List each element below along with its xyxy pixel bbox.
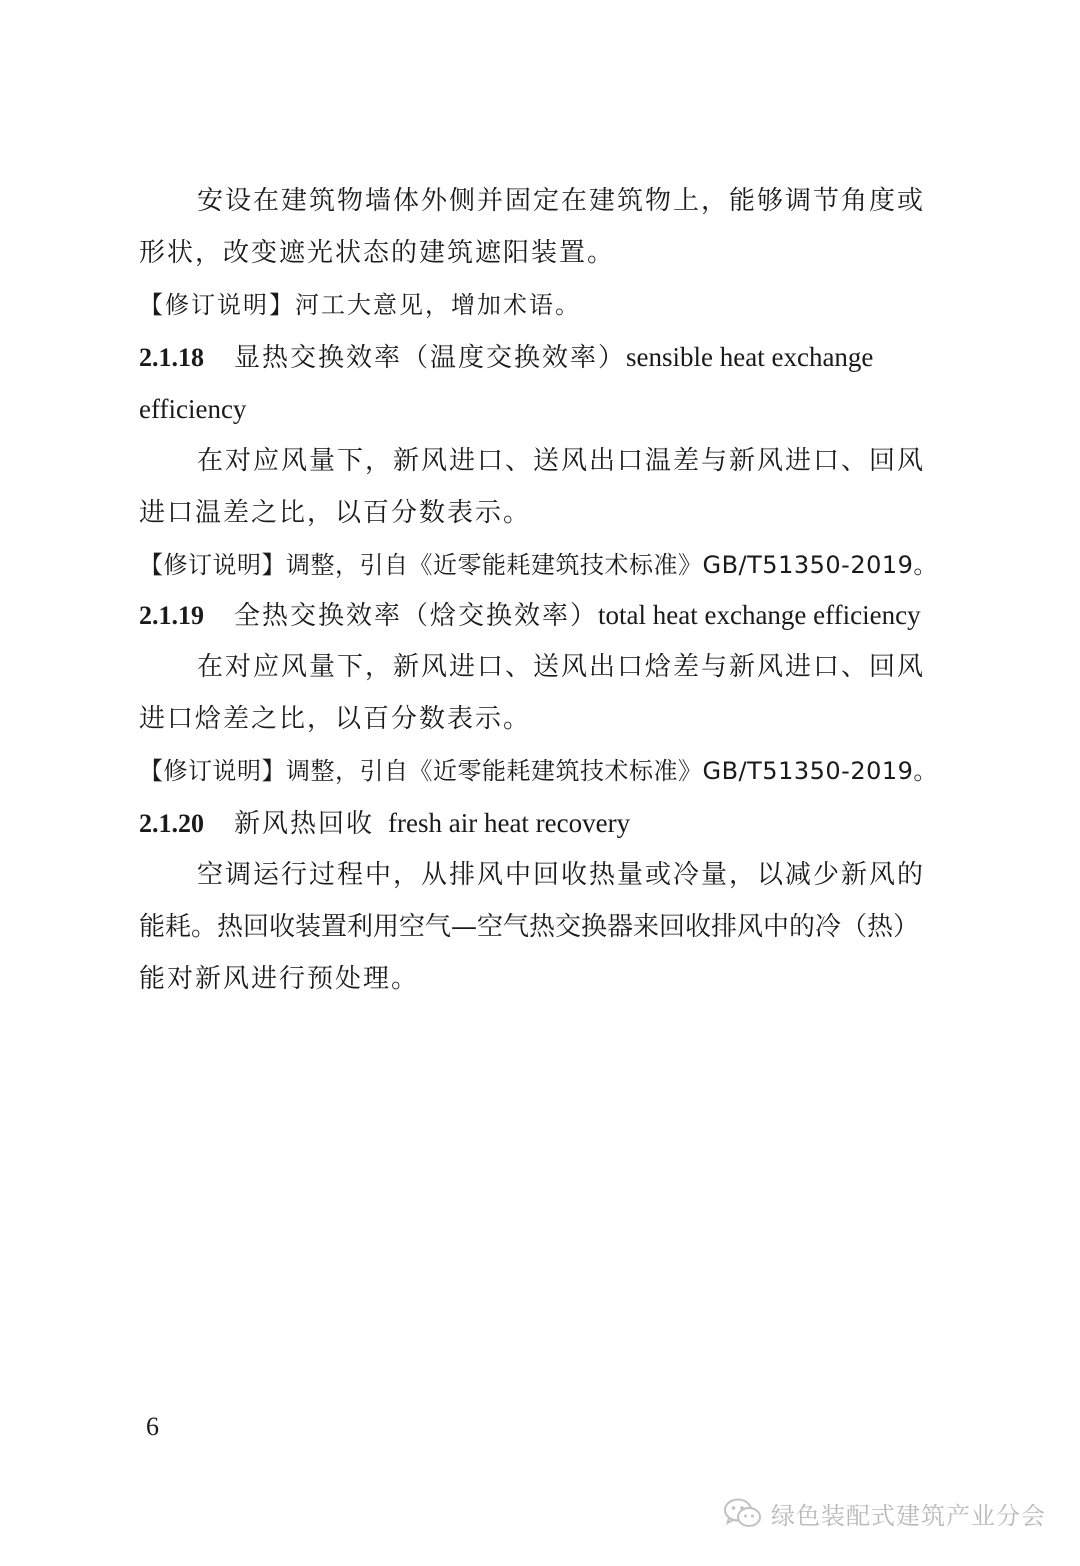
watermark <box>723 1496 1046 1531</box>
term-number: 2.1.20 <box>139 809 204 838</box>
definition-2-1-18-line-1: 在对应风量下，新风进口、送风出口温差与新风进口、回风 <box>197 446 926 476</box>
term-chinese-name: 新风热回收 <box>234 809 375 839</box>
revision-note-2-1-18: 【修订说明】调整，引自《近零能耗建筑技术标准》GB/T51350-2019。 <box>139 551 938 579</box>
wechat-icon <box>723 1497 763 1531</box>
definition-2-1-19-line-1: 在对应风量下，新风进口、送风出口焓差与新风进口、回风 <box>197 652 926 682</box>
term-chinese-name: 全热交换效率（焓交换效率） <box>234 601 599 631</box>
intro-paragraph-line-2: 形状，改变遮光状态的建筑遮阳装置。 <box>139 238 616 268</box>
term-number: 2.1.19 <box>139 601 204 630</box>
revision-note-1: 【修订说明】河工大意见，增加术语。 <box>139 291 581 319</box>
page-number: 6 <box>146 1412 159 1441</box>
definition-2-1-19-line-2: 进口焓差之比，以百分数表示。 <box>139 704 532 734</box>
intro-paragraph-line-1: 安设在建筑物墙体外侧并固定在建筑物上，能够调节角度或 <box>197 186 926 216</box>
definition-2-1-20-line-2: 能耗。热回收装置利用空气—空气热交换器来回收排风中的冷（热） <box>139 912 920 942</box>
term-heading-2-1-19 <box>139 598 921 633</box>
watermark-text: 绿色装配式建筑产业分会 <box>771 1502 1046 1530</box>
term-english-name: total heat exchange efficiency <box>598 600 921 630</box>
term-chinese-name: 显热交换效率（温度交换效率） <box>234 343 627 373</box>
term-english-name: fresh air heat recovery <box>388 808 631 838</box>
definition-2-1-18-line-2: 进口温差之比，以百分数表示。 <box>139 498 532 528</box>
term-english-name-continued: efficiency <box>139 394 247 424</box>
term-number: 2.1.18 <box>139 343 204 372</box>
revision-note-2-1-19: 【修订说明】调整，引自《近零能耗建筑技术标准》GB/T51350-2019。 <box>139 757 938 785</box>
term-english-name: sensible heat exchange <box>626 342 874 372</box>
definition-2-1-20-line-3: 能对新风进行预处理。 <box>139 964 420 994</box>
term-heading-2-1-20 <box>139 806 630 841</box>
definition-2-1-20-line-1: 空调运行过程中，从排风中回收热量或冷量，以减少新风的 <box>197 860 926 890</box>
term-heading-2-1-18 <box>139 340 873 375</box>
